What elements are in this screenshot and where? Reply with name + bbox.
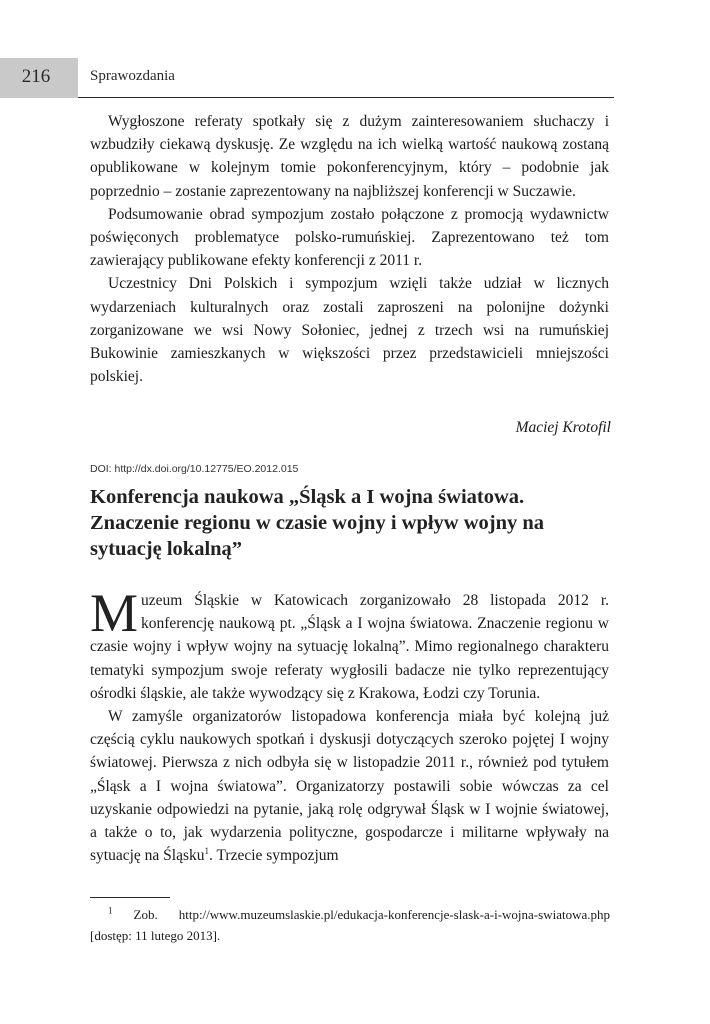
page-number: 216 <box>21 66 51 87</box>
paragraph: Podsumowanie obrad sympozjum zostało połączone z promocją wydawnictw poświęconych problematyce polsko-rumuńskiej. Zaprezentowano też tom zawierający publikowane efekty konferencji z 2011 r. <box>90 205 609 270</box>
paragraph: Wygłoszone referaty spotkały się z dużym zainteresowaniem słuchaczy i wzbudziły ciekawą dyskusję. Ze względu na ich wielką wartość naukową zostaną opublikowane w kolejnym tomie pokonferencyjnym, który – podobnie jak poprzednio – zostanie zaprezentowany na najbliższej konferencji w Suczawie. <box>90 113 609 200</box>
paragraph <box>90 705 609 867</box>
doi-line: DOI: http://dx.doi.org/10.12775/EO.2012.015 <box>90 463 299 475</box>
lead-paragraph-text: uzeum Śląskie w Katowicach zorganizowało 28 listopada 2012 r. konferencję naukową pt. „Śląsk a I wojna światowa. Znaczenie regionu w czasie wojny i wpływ wojny na sytuację lokalną”. Mimo regionalnego charakteru tematyki sympozjum swoje referaty wygłosili badacze nie tylko reprezentujący ośrodki śląskie, ale także wywodzący się z Krakowa, Łodzi czy Torunia. <box>90 592 609 702</box>
paragraph-text-tail: . Trzecie sympozjum <box>209 847 339 865</box>
footnote-number: 1 <box>108 905 113 916</box>
footnote-rule <box>90 897 170 898</box>
paragraph-text: W zamyśle organizatorów listopadowa konferencja miała być kolejną już częścią cyklu naukowych spotkań i dyskusji dotyczących szeroko pojętej I wojny światowej. Pierwsza z nich odbyła się w listopadzie 2011 r., również pod tytułem „Śląsk a I wojna światowa”. Organizatorzy postawili sobie wówczas za cel uzyskanie odpowiedzi na pytanie, jaką rolę odgrywał Śląsk w I wojnie światowej, a także o to, jak wydarzenia polityczne, gospodarcze i militarne wpływały na sytuację na Śląsku <box>90 708 609 865</box>
lead-paragraph <box>90 583 609 705</box>
report-1-body <box>90 110 609 388</box>
footnote-text: Zob. http://www.muzeumslaskie.pl/edukacja-konferencje-slask-a-i-wojna-swiatowa.php [dostęp: 11 lutego 2013]. <box>90 907 610 943</box>
paragraph: Uczestnicy Dni Polskich i sympozjum wzięli także udział w licznych wydarzeniach kulturalnych oraz zostali zaproszeni na polonijne dożynki zorganizowane we wsi Nowy Sołoniec, jednej z trzech wsi na rumuńskiej Bukowinie zamieszkanych w większości przez przedstawicieli mniejszości polskiej. <box>90 275 609 386</box>
footnote <box>90 904 610 946</box>
author-signature: Maciej Krotofil <box>515 419 611 436</box>
drop-cap: M <box>90 583 139 643</box>
header-rule <box>78 97 614 98</box>
running-head: Sprawozdania <box>90 68 175 84</box>
report-2-body <box>90 583 609 867</box>
footnote-reference: 1 <box>204 846 210 857</box>
article-title: Konferencja naukowa „Śląsk a I wojna światowa. Znaczenie regionu w czasie wojny i wpływ wojny na sytuację lokalną” <box>90 486 545 560</box>
